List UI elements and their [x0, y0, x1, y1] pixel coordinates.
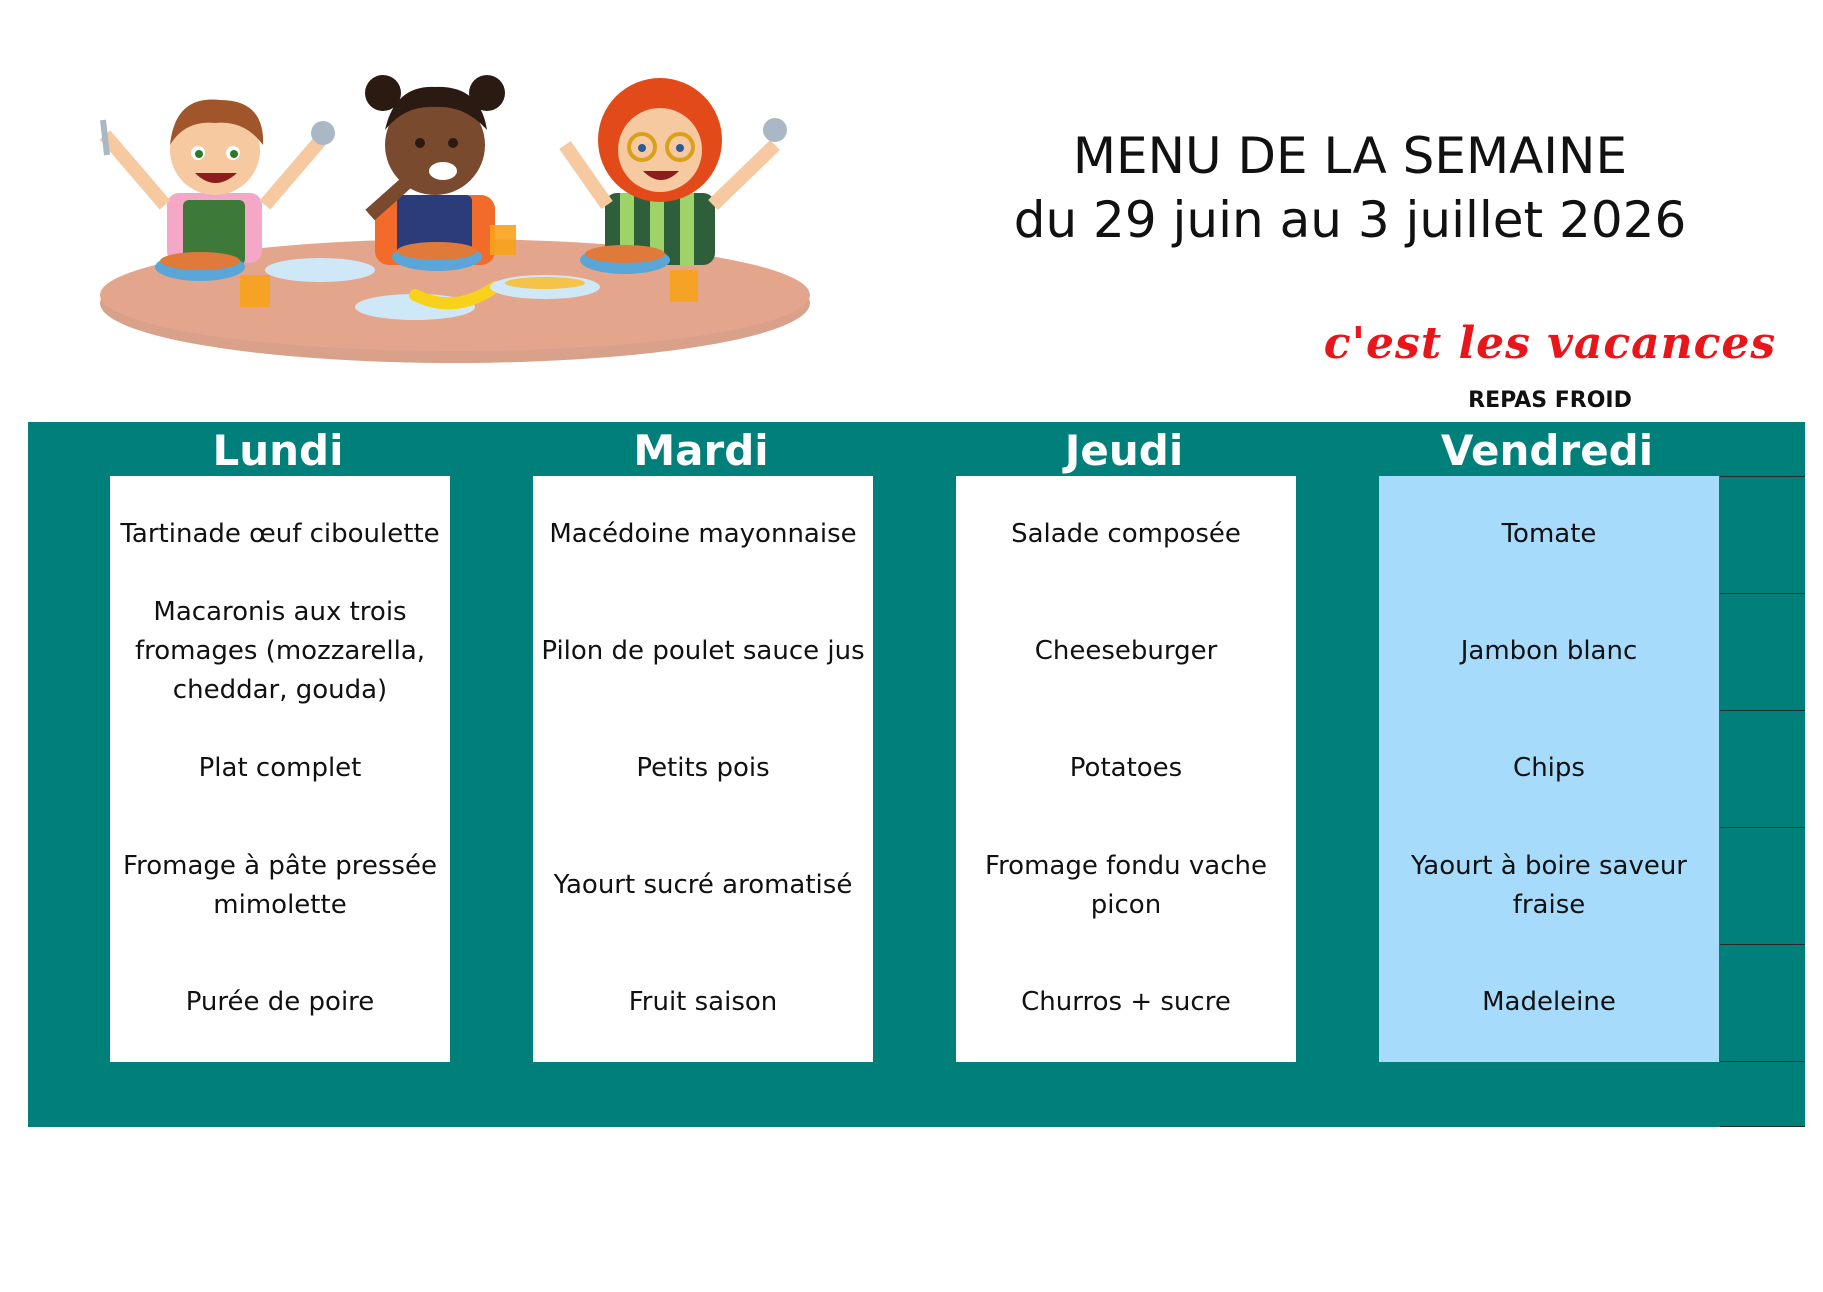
day-header-vendredi: Vendredi: [1440, 426, 1654, 475]
page-title: MENU DE LA SEMAINE: [1072, 127, 1628, 185]
menu-item: Chips: [1513, 753, 1585, 783]
menu-item: Madeleine: [1482, 987, 1616, 1017]
child-boy-icon: [103, 100, 335, 265]
day-header-jeudi: Jeudi: [1064, 426, 1184, 475]
child-girl-icon: [365, 75, 505, 265]
day-column-mardi: [533, 476, 873, 1062]
vacation-note: c'est les vacances: [1323, 318, 1777, 369]
day-column-vendredi: [1379, 476, 1719, 1062]
row-divider: [1720, 1126, 1805, 1127]
menu-item: Plat complet: [198, 753, 362, 783]
row-divider: [1720, 593, 1805, 594]
menu-item: Petits pois: [636, 753, 770, 783]
cold-meal-note: REPAS FROID: [1468, 388, 1632, 413]
menu-item: Salade composée: [1011, 519, 1241, 549]
date-range: du 29 juin au 3 juillet 2026: [1013, 191, 1687, 249]
menu-table: [28, 422, 1805, 1127]
menu-item: Potatoes: [1069, 753, 1183, 783]
day-header-lundi: Lundi: [212, 426, 344, 475]
row-divider: [1720, 1061, 1805, 1062]
menu-item: Purée de poire: [185, 987, 375, 1017]
day-header-mardi: Mardi: [633, 426, 769, 475]
day-column-jeudi: [956, 476, 1296, 1062]
row-divider: [1720, 827, 1805, 828]
title-block: [1000, 124, 1700, 252]
menu-item: Fromage fondu vache picon: [985, 850, 1267, 920]
menu-item: Yaourt sucré aromatisé: [553, 870, 853, 900]
row-divider: [1720, 710, 1805, 711]
menu-item: Yaourt à boire saveur fraise: [1410, 850, 1687, 920]
menu-item: Macaronis aux trois fromages (mozzarella, cheddar, gouda): [134, 597, 426, 705]
menu-item: Cheeseburger: [1034, 636, 1218, 666]
menu-item: Jambon blanc: [1460, 636, 1638, 666]
menu-item: Fruit saison: [628, 987, 778, 1017]
day-column-lundi: [110, 476, 450, 1062]
menu-item: Fromage à pâte pressée mimolette: [123, 850, 437, 920]
menu-item: Tartinade œuf ciboulette: [120, 519, 440, 549]
menu-item: Churros + sucre: [1021, 987, 1231, 1017]
row-divider: [1720, 944, 1805, 945]
row-divider: [1720, 476, 1805, 477]
menu-item: Pilon de poulet sauce jus: [541, 636, 865, 666]
children-eating-illustration: [85, 75, 825, 375]
menu-item: Macédoine mayonnaise: [549, 519, 857, 549]
child-redhead-icon: [565, 78, 787, 265]
menu-item: Tomate: [1501, 519, 1597, 549]
